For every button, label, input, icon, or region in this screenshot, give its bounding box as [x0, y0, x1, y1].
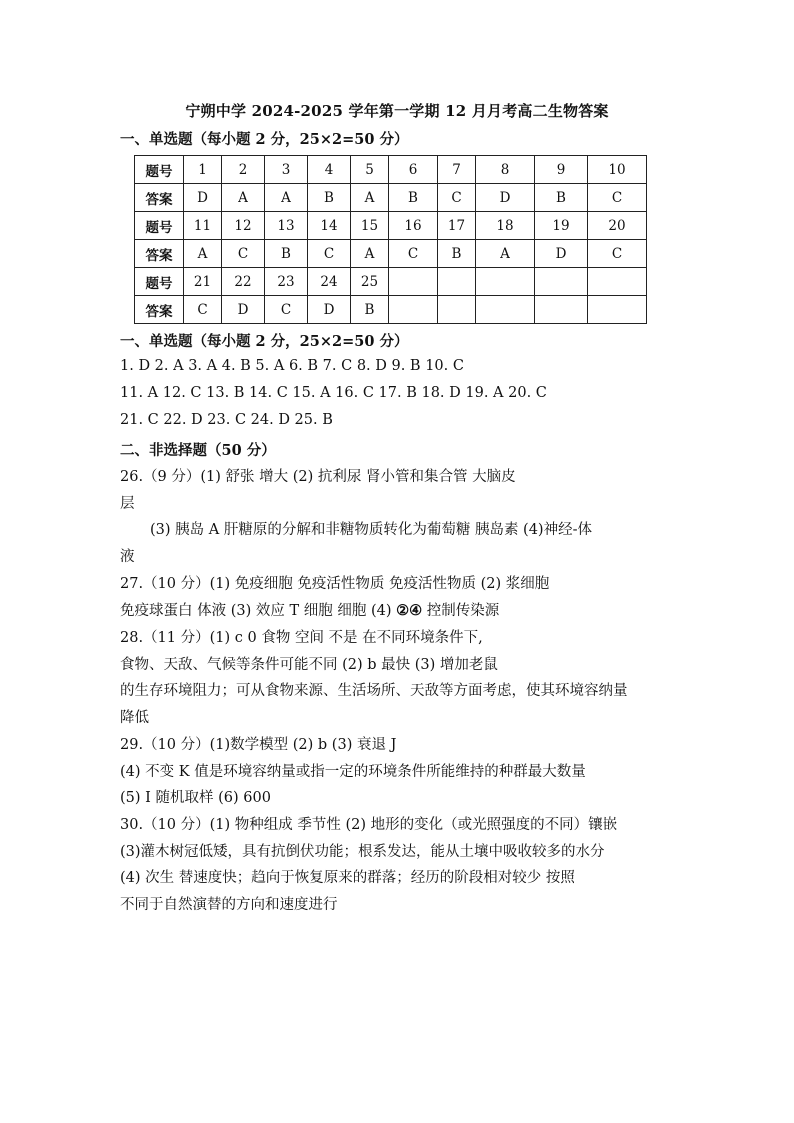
table-cell	[476, 296, 535, 324]
table-cell: 12	[222, 212, 265, 240]
q27-line-2-tail: 控制传染源	[422, 603, 500, 619]
table-cell: C	[184, 296, 222, 324]
q30-line-3: (4) 次生 替速度快；趋向于恢复原来的群落；经历的阶段相对较少 按照	[120, 870, 575, 886]
table-cell: B	[389, 184, 438, 212]
table-cell: 23	[265, 268, 308, 296]
section1-heading-repeat: 一、单选题（每小题 2 分，25×2=50 分）	[120, 333, 409, 350]
table-cell: A	[351, 240, 389, 268]
table-cell: D	[535, 240, 588, 268]
table-cell: 19	[535, 212, 588, 240]
q30-line-4: 不同于自然演替的方向和速度进行	[120, 897, 338, 913]
q29-line-3: (5) I 随机取样 (6) 600	[120, 790, 271, 806]
table-cell: C	[389, 240, 438, 268]
row-header: 题号	[135, 212, 184, 240]
answers-line-2: 11. A 12. C 13. B 14. C 15. A 16. C 17. B 18. D 19. A 20. C	[120, 385, 547, 401]
table-cell: 17	[438, 212, 476, 240]
q26-line-1: 26.（9 分）(1) 舒张 增大 (2) 抗利尿 肾小管和集合管 大脑皮	[120, 469, 516, 485]
table-cell: C	[588, 240, 647, 268]
table-cell	[588, 268, 647, 296]
table-cell	[389, 268, 438, 296]
q27-line-2	[120, 599, 499, 620]
table-cell: A	[184, 240, 222, 268]
table-cell: 18	[476, 212, 535, 240]
table-cell: A	[476, 240, 535, 268]
row-header: 题号	[135, 156, 184, 184]
table-cell: C	[222, 240, 265, 268]
q30-line-1: 30.（10 分）(1) 物种组成 季节性 (2) 地形的变化（或光照强度的不同）镶嵌	[120, 817, 618, 833]
page-title: 宁朔中学 2024-2025 学年第一学期 12 月月考高二生物答案	[185, 102, 609, 120]
table-cell: 11	[184, 212, 222, 240]
table-cell: B	[351, 296, 389, 324]
row-header: 答案	[135, 184, 184, 212]
table-cell: 22	[222, 268, 265, 296]
q26-line-3: (3) 胰岛 A 肝糖原的分解和非糖物质转化为葡萄糖 胰岛素 (4)神经-体	[150, 522, 592, 538]
q29-line-1: 29.（10 分）(1)数学模型 (2) b (3) 衰退 J	[120, 737, 397, 753]
q29-line-2: (4) 不变 K 值是环境容纳量或指一定的环境条件所能维持的种群最大数量	[120, 764, 586, 780]
table-cell: 15	[351, 212, 389, 240]
q28-line-2: 食物、天敌、气候等条件可能不同 (2) b 最快 (3) 增加老鼠	[120, 657, 498, 673]
table-cell: C	[265, 296, 308, 324]
table-row	[135, 184, 647, 212]
table-cell	[476, 268, 535, 296]
answers-line-1: 1. D 2. A 3. A 4. B 5. A 6. B 7. C 8. D 9. B 10. C	[120, 358, 464, 374]
row-header: 题号	[135, 268, 184, 296]
table-cell: C	[588, 184, 647, 212]
table-cell	[535, 268, 588, 296]
table-row	[135, 156, 647, 184]
table-cell: C	[308, 240, 351, 268]
table-cell: 7	[438, 156, 476, 184]
table-cell: 9	[535, 156, 588, 184]
table-cell: B	[308, 184, 351, 212]
table-row	[135, 268, 647, 296]
answers-line-3: 21. C 22. D 23. C 24. D 25. B	[120, 412, 333, 428]
table-cell: 24	[308, 268, 351, 296]
table-cell: 5	[351, 156, 389, 184]
table-cell: A	[222, 184, 265, 212]
table-cell: D	[222, 296, 265, 324]
table-cell: 8	[476, 156, 535, 184]
row-header: 答案	[135, 296, 184, 324]
table-cell: 6	[389, 156, 438, 184]
table-cell: A	[265, 184, 308, 212]
table-cell: B	[265, 240, 308, 268]
q26-line-4: 液	[120, 549, 135, 565]
answer-table	[134, 155, 647, 324]
table-cell: 25	[351, 268, 389, 296]
q28-line-3: 的生存环境阻力；可从食物来源、生活场所、天敌等方面考虑，使其环境容纳量	[120, 683, 628, 699]
row-header: 答案	[135, 240, 184, 268]
q26-line-2: 层	[120, 496, 135, 512]
q28-line-1: 28.（11 分）(1) c 0 食物 空间 不是 在不同环境条件下,	[120, 630, 483, 646]
table-cell: 4	[308, 156, 351, 184]
section2-heading: 二、非选择题（50 分）	[120, 442, 276, 459]
table-cell	[389, 296, 438, 324]
table-cell: 3	[265, 156, 308, 184]
table-cell: 20	[588, 212, 647, 240]
table-cell: A	[351, 184, 389, 212]
table-cell	[438, 268, 476, 296]
table-cell: 10	[588, 156, 647, 184]
table-cell: 2	[222, 156, 265, 184]
q27-line-2-text: 免疫球蛋白 体液 (3) 效应 T 细胞 细胞 (4)	[120, 603, 397, 619]
q30-line-2: (3)灌木树冠低矮，具有抗倒伏功能；根系发达，能从土壤中吸收较多的水分	[120, 844, 605, 860]
table-row	[135, 240, 647, 268]
table-cell: 16	[389, 212, 438, 240]
table-row	[135, 212, 647, 240]
table-cell	[438, 296, 476, 324]
table-cell: 1	[184, 156, 222, 184]
section1-heading: 一、单选题（每小题 2 分，25×2=50 分）	[120, 131, 409, 148]
q27-circled-answer: ②④	[396, 602, 423, 619]
q27-line-1: 27.（10 分）(1) 免疫细胞 免疫活性物质 免疫活性物质 (2) 浆细胞	[120, 576, 550, 592]
q28-line-4: 降低	[120, 710, 149, 726]
table-cell: 21	[184, 268, 222, 296]
table-cell: B	[535, 184, 588, 212]
table-cell	[588, 296, 647, 324]
table-cell: B	[438, 240, 476, 268]
table-cell: D	[184, 184, 222, 212]
table-cell: 13	[265, 212, 308, 240]
table-cell: D	[308, 296, 351, 324]
table-row	[135, 296, 647, 324]
table-cell: 14	[308, 212, 351, 240]
table-cell	[535, 296, 588, 324]
table-cell: D	[476, 184, 535, 212]
table-cell: C	[438, 184, 476, 212]
